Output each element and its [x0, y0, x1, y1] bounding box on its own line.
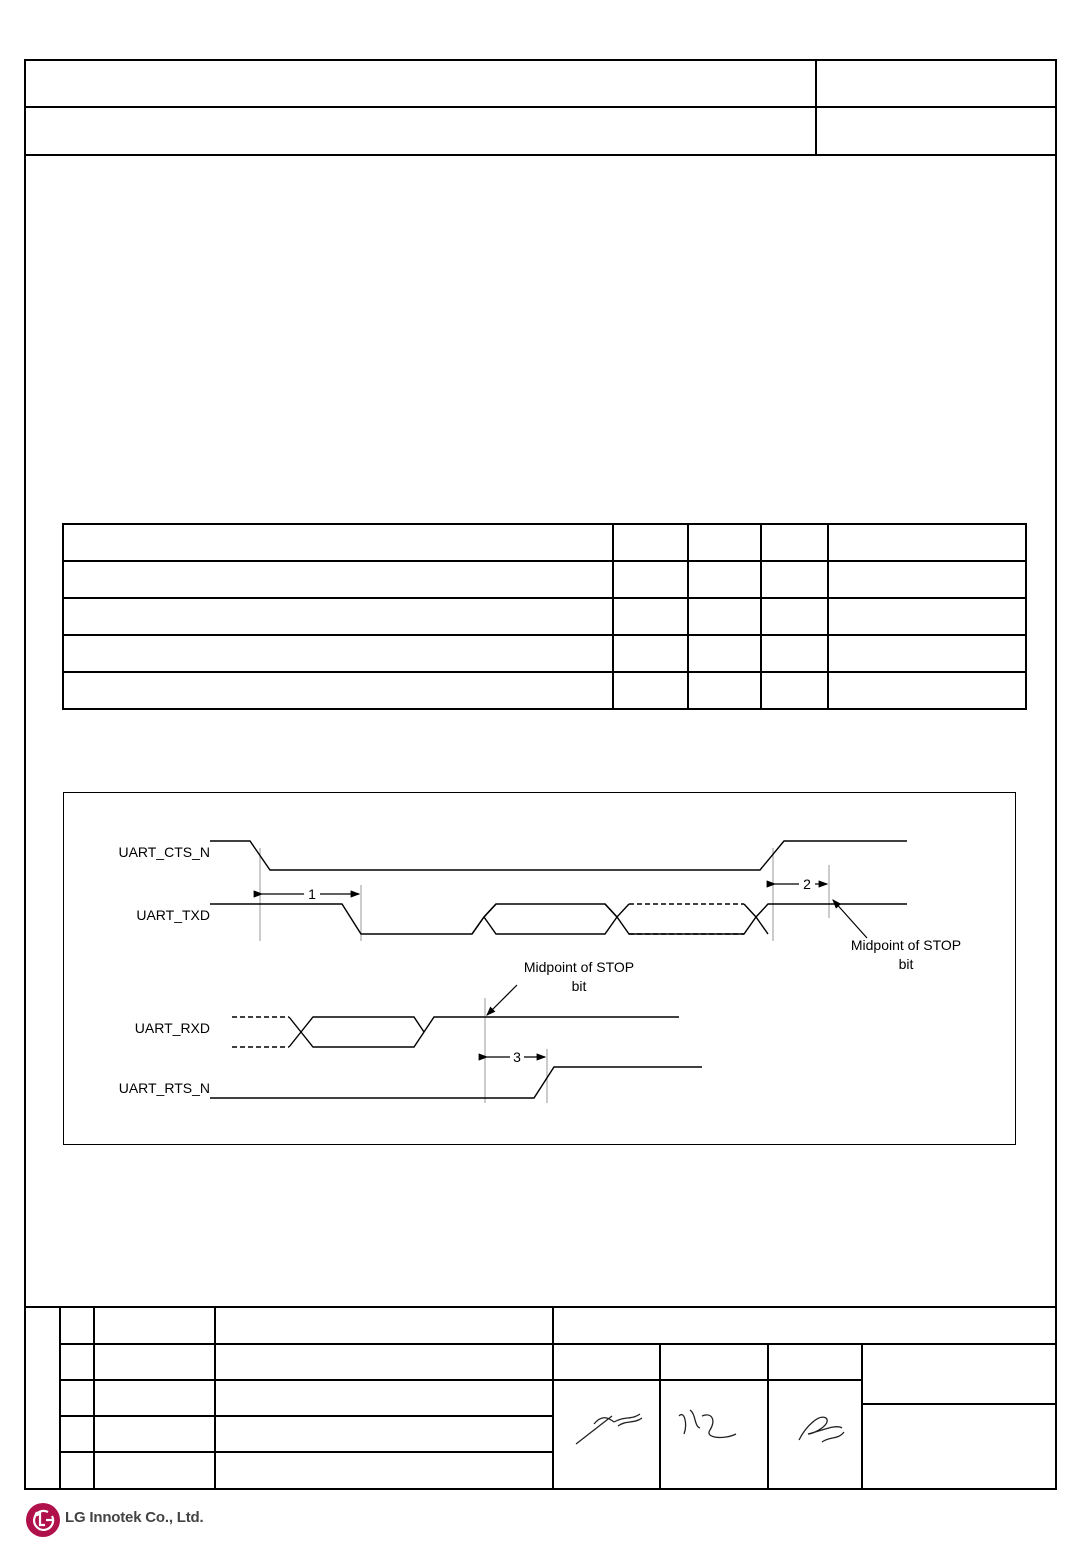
timing-marker-2	[775, 876, 827, 892]
revision-approval-block	[24, 1306, 1057, 1490]
cts-waveform	[210, 841, 907, 870]
company-logo	[25, 1500, 265, 1540]
table-row	[63, 635, 1026, 672]
svg-text:bit: bit	[571, 978, 587, 994]
svg-text:Midpoint of STOP: Midpoint of STOP	[850, 937, 962, 953]
midpoint-annotation-txd	[833, 900, 961, 972]
timing-marker-1	[262, 886, 359, 902]
table-row	[63, 672, 1026, 709]
header-column-divider	[815, 59, 817, 156]
svg-text:bit: bit	[898, 956, 914, 972]
company-name: LG Innotek Co., Ltd.	[65, 1509, 204, 1526]
lg-logo-icon	[25, 1502, 61, 1538]
svg-text:2: 2	[803, 876, 811, 892]
table-row	[63, 598, 1026, 635]
table-row	[63, 561, 1026, 598]
header-divider-1	[24, 106, 1057, 108]
signal-label-cts: UART_CTS_N	[118, 844, 210, 860]
timing-spec-table	[62, 523, 1027, 710]
svg-text:1: 1	[308, 886, 316, 902]
rts-waveform	[210, 1067, 702, 1098]
signal-label-rts: UART_RTS_N	[118, 1080, 210, 1096]
timing-marker-3	[487, 1049, 545, 1065]
signature-1	[576, 1414, 642, 1444]
midpoint-annotation-rxd	[487, 959, 634, 1015]
signal-label-rxd: UART_RXD	[134, 1020, 210, 1036]
table-row	[63, 524, 1026, 561]
header-divider-2	[24, 154, 1057, 156]
signature-2	[679, 1410, 736, 1437]
svg-text:Midpoint of STOP: Midpoint of STOP	[523, 959, 635, 975]
signature-3	[799, 1417, 844, 1442]
revision-table-grid	[24, 1306, 1057, 1490]
document-frame	[24, 59, 1057, 1490]
txd-waveform	[210, 904, 907, 934]
signal-label-txd: UART_TXD	[136, 907, 210, 923]
rxd-waveform	[232, 1017, 679, 1047]
timing-diagram-svg	[64, 793, 1017, 1146]
reference-lines	[260, 848, 829, 1103]
svg-text:3: 3	[513, 1049, 521, 1065]
uart-timing-diagram	[63, 792, 1016, 1145]
